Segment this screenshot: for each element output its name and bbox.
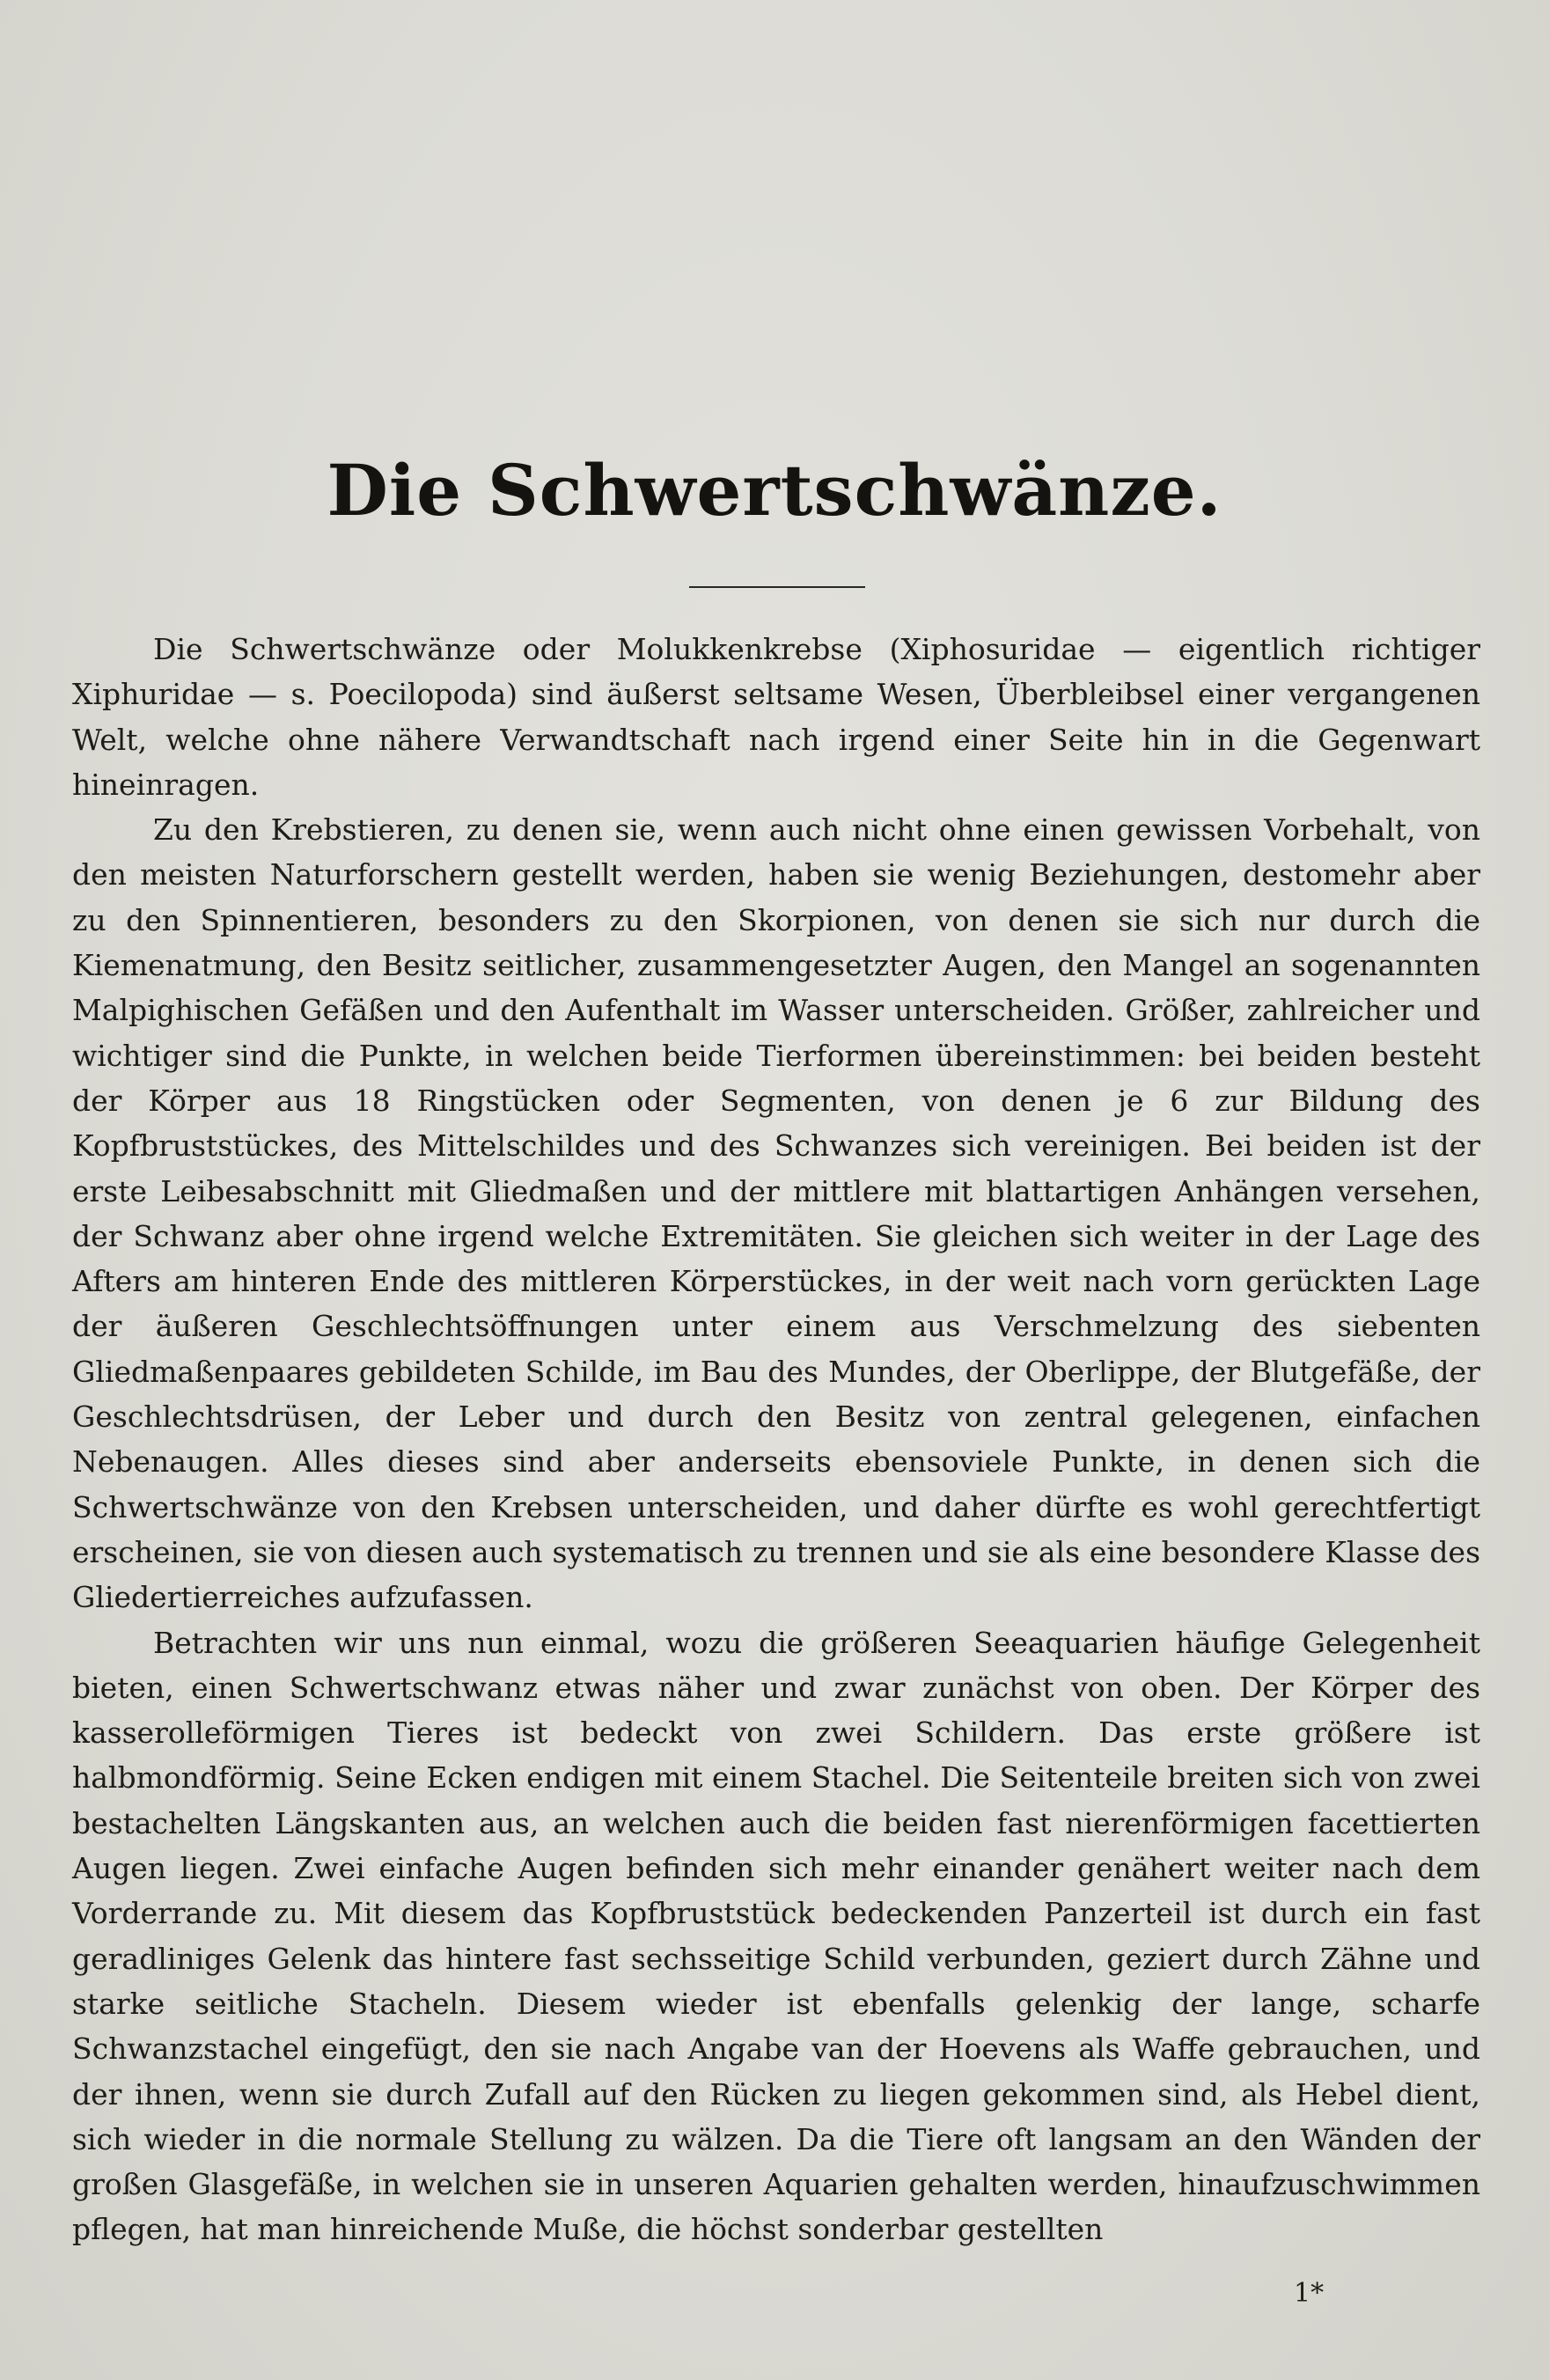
paragraph-2: Zu den Krebstieren, zu denen sie, wenn auch nicht ohne einen gewissen Vorbehalt, von den meisten Naturforschern gestellt werden, haben sie wenig Beziehungen, destomehr aber zu den Spinnentieren, besonders zu den Skorpionen, von denen sie sich nur durch die Kiemenatmung, den Besitz seitlicher, zusammengesetzter Augen, den Mangel an sogenannten Malpighischen Gefäßen und den Aufenthalt im Wasser unterscheiden. Größer, zahlreicher und wichtiger sind die Punkte, in welchen beide Tierformen übereinstimmen: bei beiden besteht der Körper aus 18 Ringstücken oder Segmenten, von denen je 6 zur Bildung des Kopfbruststückes, des Mittelschildes und des Schwanzes sich vereinigen. Bei beiden ist der erste Leibesabschnitt mit Gliedmaßen und der mittlere mit blattartigen Anhängen versehen, der Schwanz aber ohne irgend welche Extremitäten. Sie gleichen sich weiter in der Lage des Afters am hinteren Ende des mittleren Körperstückes, in der weit nach vorn gerückten Lage der äußeren Geschlechtsöffnungen unter einem aus Verschmelzung des siebenten Gliedmaßenpaares gebildeten Schilde, im Bau des Mundes, der Oberlippe, der Blutgefäße, der Geschlechtsdrüsen, der Leber und durch den Besitz von zentral gelegenen, einfachen Nebenaugen. Alles dieses sind aber anderseits ebensoviele Punkte, in denen sich die Schwertschwänze von den Krebsen unterscheiden, und daher dürfte es wohl gerechtfertigt erscheinen, sie von diesen auch systematisch zu trennen und sie als eine besondere Klasse des Gliedertierreiches aufzufassen. [72, 812, 1480, 1615]
chapter-title: Die Schwertschwänze. [327, 449, 1222, 532]
paragraph-3: Betrachten wir uns nun einmal, wozu die größeren Seeaquarien häufige Gelegenheit bieten, einen Schwertschwanz etwas näher und zwar zunächst von oben. Der Körper des kasserolleförmigen Tieres ist bedeckt von zwei Schildern. Das erste größere ist halbmondförmig. Seine Ecken endigen mit einem Stachel. Die Seitenteile breiten sich von zwei bestachelten Längskanten aus, an welchen auch die beiden fast nierenförmigen facettierten Augen liegen. Zwei einfache Augen befinden sich mehr einander genähert weiter nach dem Vorderrande zu. Mit diesem das Kopfbruststück bedeckenden Panzerteil ist durch ein fast geradliniges Gelenk das hintere fast sechsseitige Schild verbunden, geziert durch Zähne und starke seitliche Stacheln. Diesem wieder ist ebenfalls gelenkig der lange, scharfe Schwanzstachel eingefügt, den sie nach Angabe van der Hoevens als Waffe gebrauchen, und der ihnen, wenn sie durch Zufall auf den Rücken zu liegen gekommen sind, als Hebel dient, sich wieder in die normale Stellung zu wälzen. Da die Tiere oft langsam an den Wänden der großen Glasgefäße, in welchen sie in unseren Aquarien gehalten werden, hinaufzuschwimmen pflegen, hat man hinreichende Muße, die höchst sonderbar gestellten [72, 1625, 1480, 2247]
page-number: 1* [1294, 2278, 1325, 2309]
body-text [72, 627, 1480, 2252]
title-divider [689, 586, 865, 588]
paragraph-1: Die Schwertschwänze oder Molukkenkrebse (Xiphosuridae — eigentlich richtiger Xiphuridae — s. Poecilopoda) sind äußerst seltsame Wesen, Überbleibsel einer vergangenen Welt, welche ohne nähere Verwandtschaft nach irgend einer Seite hin in die Gegenwart hineinragen. [72, 632, 1480, 802]
